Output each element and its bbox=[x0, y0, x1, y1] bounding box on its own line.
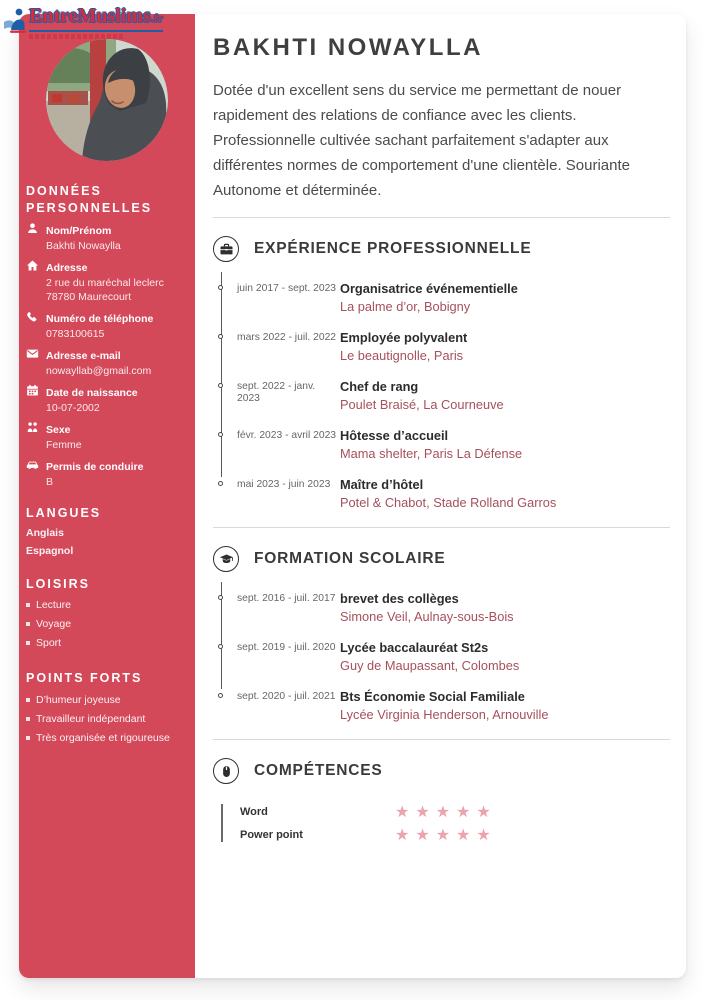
education-header bbox=[213, 546, 670, 572]
experience-header bbox=[213, 236, 670, 262]
logo-person-icon bbox=[2, 6, 28, 36]
personal-item-phone: Numéro de téléphone 0783100615 bbox=[26, 309, 187, 341]
hobby-item: Sport bbox=[26, 636, 187, 650]
language-item: Espagnol bbox=[26, 544, 74, 557]
section-strengths bbox=[26, 670, 187, 745]
section-title: FORMATION SCOLAIRE bbox=[254, 550, 446, 567]
personal-item-email: Adresse e-mail nowayllab@gmail.com bbox=[26, 346, 187, 378]
skills-header bbox=[213, 758, 670, 784]
mail-icon bbox=[26, 346, 40, 378]
watermark-logo bbox=[2, 6, 163, 39]
sidebar bbox=[19, 14, 195, 978]
profile-summary: Dotée d'un excellent sens du service me permettant de nouer rapidement des relations de confiance avec les clients. Professionnelle cultivée sachant parfaitement s'adapter aux différentes normes de comportement d'une clientèle. Souriante Autonome et déterminée. bbox=[213, 82, 630, 199]
education-timeline bbox=[213, 592, 670, 721]
hobby-item: Lecture bbox=[26, 598, 187, 612]
section-personal bbox=[26, 183, 187, 489]
timeline-dot-icon bbox=[218, 432, 223, 437]
section-title: LOISIRS bbox=[26, 576, 91, 591]
education-entry: sept. 2016 - juil. 2017 brevet des collèges Simone Veil, Aulnay-sous-Bois bbox=[213, 592, 670, 623]
education-entry: sept. 2019 - juil. 2020 Lycée baccalauréat St2s Guy de Maupassant, Colombes bbox=[213, 641, 670, 672]
section-title: LANGUES bbox=[26, 506, 102, 520]
experience-timeline bbox=[213, 282, 670, 509]
timeline-dot-icon bbox=[218, 481, 223, 486]
skill-row: Word ★★★★★ bbox=[240, 801, 497, 821]
section-languages bbox=[26, 505, 187, 558]
experience-entry: févr. 2023 - avril 2023 Hôtesse d’accueil Mama shelter, Paris La Défense bbox=[213, 429, 670, 460]
square-bullet-icon bbox=[26, 641, 30, 645]
timeline-dot-icon bbox=[218, 644, 223, 649]
section-hobbies bbox=[26, 576, 187, 651]
car-icon bbox=[26, 457, 40, 489]
personal-item-name: Nom/Prénom Bakhti Nowaylla bbox=[26, 221, 187, 253]
square-bullet-icon bbox=[26, 698, 30, 702]
graduation-cap-icon bbox=[213, 546, 239, 572]
square-bullet-icon bbox=[26, 736, 30, 740]
calendar-icon bbox=[26, 383, 40, 415]
candidate-name: BAKHTI NOWAYLLA bbox=[213, 34, 483, 61]
cv-page bbox=[19, 14, 686, 978]
timeline-dot-icon bbox=[218, 285, 223, 290]
personal-item-address: Adresse 2 rue du maréchal leclerc 78780 Maurecourt bbox=[26, 258, 187, 304]
skill-row: Power point ★★★★★ bbox=[240, 824, 497, 844]
skills-list bbox=[213, 800, 670, 846]
star-rating: ★★★★★ bbox=[395, 824, 497, 844]
mouse-icon bbox=[213, 758, 239, 784]
experience-entry: mai 2023 - juin 2023 Maître d’hôtel Potel & Chabot, Stade Rolland Garros bbox=[213, 478, 670, 509]
timeline-dot-icon bbox=[218, 595, 223, 600]
personal-item-birthdate: Date de naissance 10-07-2002 bbox=[26, 383, 187, 415]
timeline-dot-icon bbox=[218, 334, 223, 339]
section-title: EXPÉRIENCE PROFESSIONNELLE bbox=[254, 240, 532, 257]
strength-item: Travailleur indépendant bbox=[26, 712, 187, 726]
personal-item-license: Permis de conduire B bbox=[26, 457, 187, 489]
timeline-dot-icon bbox=[218, 693, 223, 698]
section-divider bbox=[213, 739, 670, 740]
section-divider bbox=[213, 217, 670, 218]
phone-icon bbox=[26, 309, 40, 341]
profile-photo bbox=[46, 39, 168, 161]
main-column bbox=[195, 14, 686, 978]
home-icon bbox=[26, 258, 40, 304]
education-entry: sept. 2020 - juil. 2021 Bts Économie Social Familiale Lycée Virginia Henderson, Arnouville bbox=[213, 690, 670, 721]
strength-item: D’humeur joyeuse bbox=[26, 693, 187, 707]
user-icon bbox=[26, 221, 40, 253]
experience-entry: mars 2022 - juil. 2022 Employée polyvalent Le beautignolle, Paris bbox=[213, 331, 670, 362]
language-item: Anglais bbox=[26, 526, 64, 539]
strength-item: Très organisée et rigoureuse bbox=[26, 731, 187, 745]
logo-brand-text: EntreMuslims.fr bbox=[29, 6, 163, 32]
square-bullet-icon bbox=[26, 717, 30, 721]
section-divider bbox=[213, 527, 670, 528]
hobby-item: Voyage bbox=[26, 617, 187, 631]
star-rating: ★★★★★ bbox=[395, 801, 497, 821]
square-bullet-icon bbox=[26, 603, 30, 607]
experience-entry: juin 2017 - sept. 2023 Organisatrice événementielle La palme d’or, Bobigny bbox=[213, 282, 670, 313]
section-title: DONNÉES PERSONNELLES bbox=[26, 184, 153, 215]
square-bullet-icon bbox=[26, 622, 30, 626]
personal-item-gender: Sexe Femme bbox=[26, 420, 187, 452]
briefcase-icon bbox=[213, 236, 239, 262]
logo-tagline bbox=[29, 34, 125, 39]
experience-entry: sept. 2022 - janv. 2023 Chef de rang Poulet Braisé, La Courneuve bbox=[213, 380, 670, 411]
gender-icon bbox=[26, 420, 40, 452]
timeline-dot-icon bbox=[218, 383, 223, 388]
section-title: POINTS FORTS bbox=[26, 671, 143, 685]
section-title: COMPÉTENCES bbox=[254, 762, 383, 779]
